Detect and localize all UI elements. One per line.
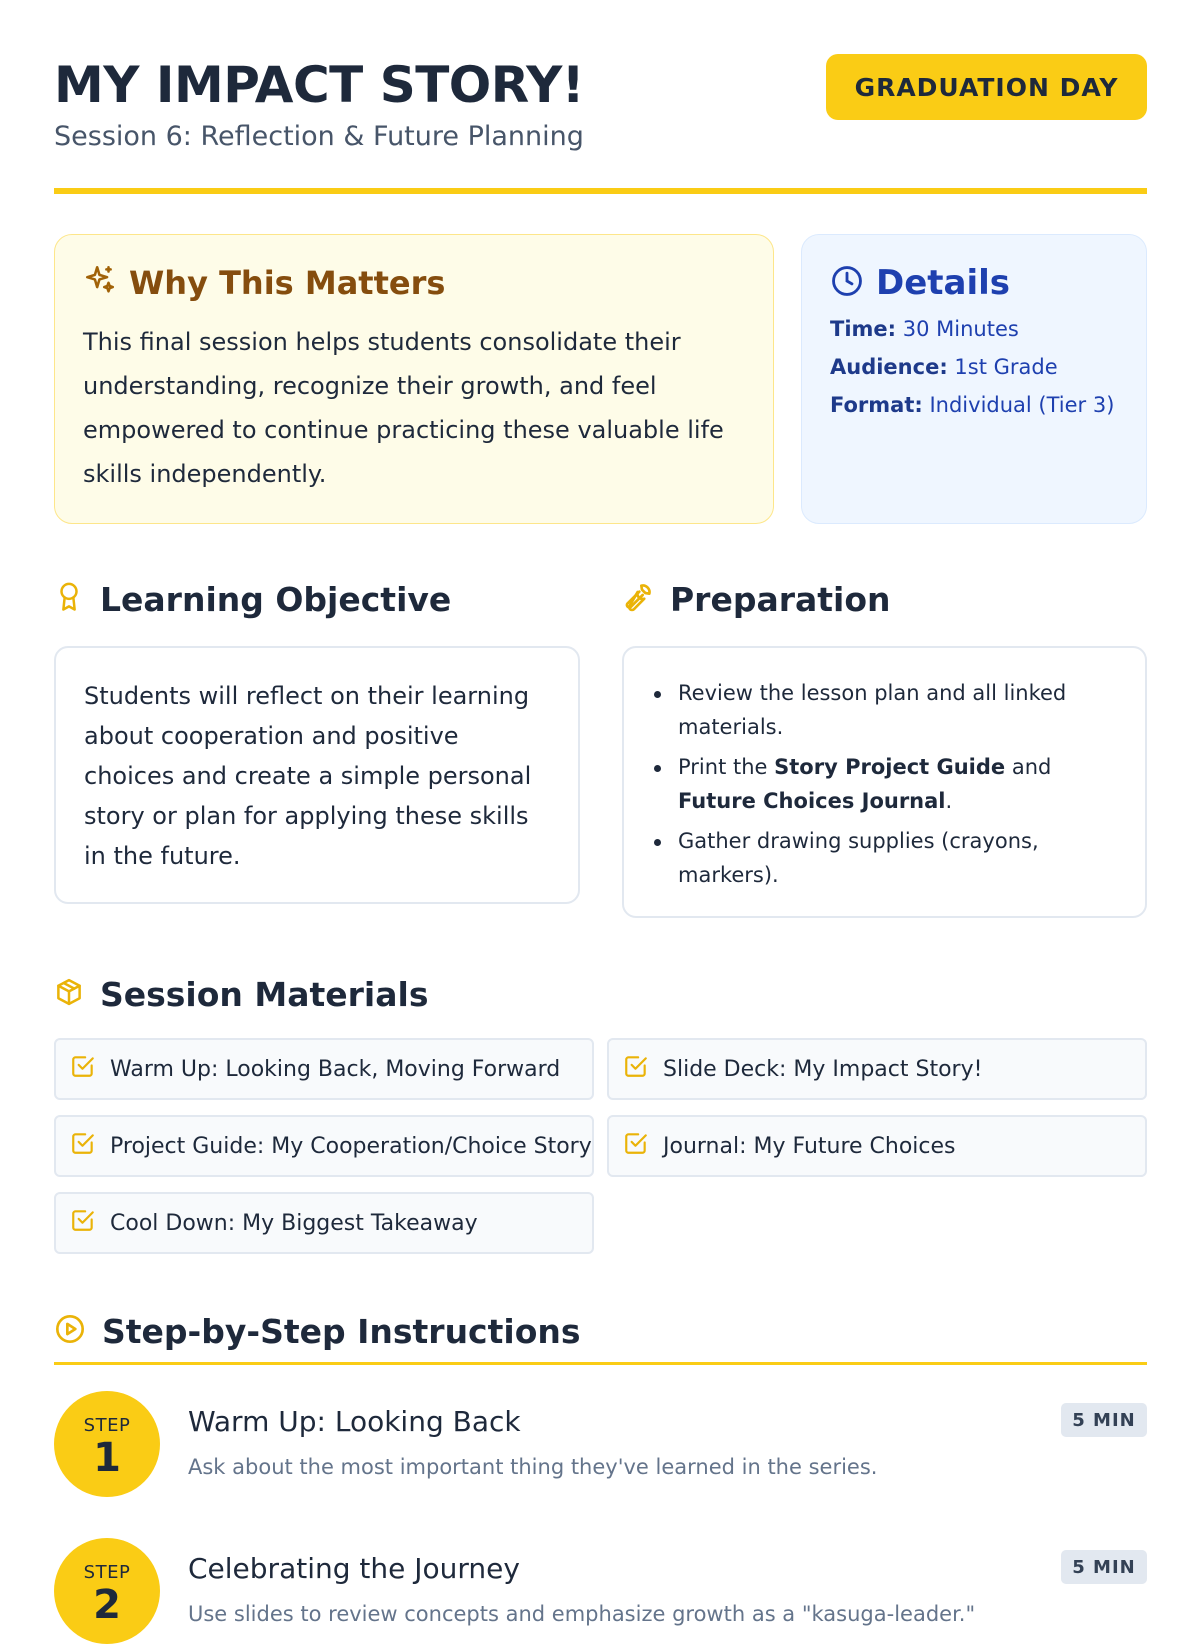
why-body: This final session helps students consolidate their understanding, recognize their growth, and feel empowered to continue practicing these valuable life skills independently. xyxy=(83,328,724,488)
materials-title: Session Materials xyxy=(100,975,429,1014)
step-duration-badge: 5 MIN xyxy=(1061,1403,1147,1437)
material-label: Project Guide: My Cooperation/Choice Story xyxy=(110,1133,592,1159)
material-item[interactable] xyxy=(54,1115,594,1177)
steps-divider xyxy=(54,1362,1147,1365)
award-icon xyxy=(54,580,84,619)
material-label: Cool Down: My Biggest Takeaway xyxy=(110,1210,478,1236)
material-label: Slide Deck: My Impact Story! xyxy=(663,1056,983,1082)
package-icon xyxy=(54,977,84,1012)
step-item xyxy=(54,1538,1147,1648)
step-duration-badge: 5 MIN xyxy=(1061,1550,1147,1584)
checkbox-icon xyxy=(70,1130,96,1162)
step-description: Ask about the most important thing they've learned in the series. xyxy=(188,1455,878,1479)
steps-title: Step-by-Step Instructions xyxy=(102,1312,581,1351)
step-title: Warm Up: Looking Back xyxy=(188,1405,521,1438)
page-title: MY IMPACT STORY! xyxy=(54,56,585,114)
step-badge xyxy=(54,1391,160,1497)
objective-heading xyxy=(54,580,451,619)
play-circle-icon xyxy=(54,1313,86,1350)
checkbox-icon xyxy=(623,1130,649,1162)
step-badge xyxy=(54,1538,160,1644)
step-description: Use slides to review concepts and emphasize growth as a "kasuga-leader." xyxy=(188,1602,976,1626)
lesson-page xyxy=(54,0,1147,1628)
material-label: Journal: My Future Choices xyxy=(663,1133,956,1159)
step-number: 1 xyxy=(93,1435,121,1481)
why-title: Why This Matters xyxy=(129,263,446,302)
step-item xyxy=(54,1391,1147,1501)
sparkles-icon xyxy=(83,263,117,302)
material-label: Warm Up: Looking Back, Moving Forward xyxy=(110,1056,561,1082)
page-header xyxy=(54,0,1147,194)
details-card xyxy=(801,234,1147,524)
material-item[interactable] xyxy=(54,1192,594,1254)
objective-card: Students will reflect on their learning about cooperation and positive choices and create a simple personal story or plan for applying these skills in the future. xyxy=(54,646,580,904)
checkbox-icon xyxy=(70,1053,96,1085)
preparation-heading xyxy=(622,580,891,619)
step-title: Celebrating the Journey xyxy=(188,1552,520,1585)
details-title: Details xyxy=(876,263,1011,303)
materials-heading xyxy=(54,975,428,1014)
wrench-icon xyxy=(622,581,654,618)
step-word: STEP xyxy=(83,1415,131,1436)
checkbox-icon xyxy=(623,1053,649,1085)
prep-item: Gather drawing supplies (crayons, markers). xyxy=(652,824,1117,892)
steps-heading xyxy=(54,1312,581,1351)
prep-item: Review the lesson plan and all linked materials. xyxy=(652,676,1117,744)
page-subtitle: Session 6: Reflection & Future Planning xyxy=(54,121,584,152)
preparation-title: Preparation xyxy=(670,580,891,619)
detail-audience: Audience: 1st Grade xyxy=(830,355,1058,379)
detail-time: Time: 30 Minutes xyxy=(830,317,1019,341)
step-number: 2 xyxy=(93,1582,121,1628)
preparation-card xyxy=(622,646,1147,918)
material-item[interactable] xyxy=(607,1115,1147,1177)
material-item[interactable] xyxy=(607,1038,1147,1100)
checkbox-icon xyxy=(70,1207,96,1239)
detail-format: Format: Individual (Tier 3) xyxy=(830,393,1115,417)
material-item[interactable] xyxy=(54,1038,594,1100)
step-word: STEP xyxy=(83,1562,131,1583)
graduation-badge: GRADUATION DAY xyxy=(826,54,1147,120)
objective-title: Learning Objective xyxy=(100,580,452,619)
why-this-matters-card xyxy=(54,234,774,524)
prep-item: Print the Story Project Guide and Future Choices Journal. xyxy=(652,750,1117,818)
clock-icon xyxy=(830,264,864,303)
